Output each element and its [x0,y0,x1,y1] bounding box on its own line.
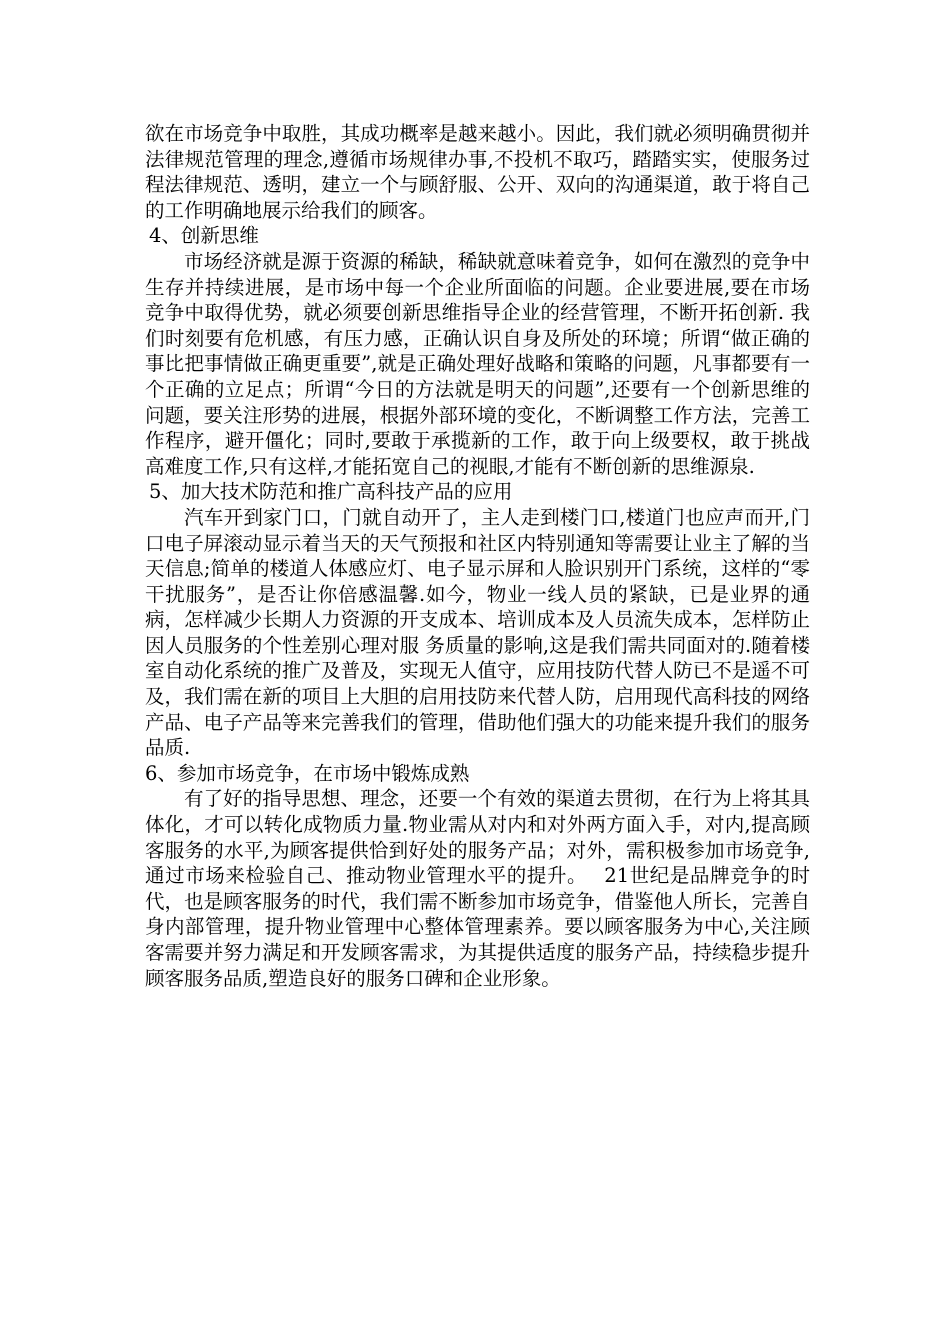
paragraph-innovation: 市场经济就是源于资源的稀缺，稀缺就意味着竞争，如何在激烈的竞争中生存并持续进展，是市场中每一个企业所面临的问题。企业要进展,要在市场竞争中取得优势，就必须要创新思维指导企业的经营管理，不断开拓创新. 我们时刻要有危机感，有压力感，正确认识自身及所处的环境；所谓“做正确的事比把事情做正确更重要”,就是正确处理好战略和策略的问题，凡事都要有一个正确的立足点；所谓“今日的方法就是明天的问题”,还要有一个创新思维的问题，要关注形势的进展，根据外部环境的变化，不断调整工作方法，完善工作程序，避开僵化；同时,要敢于承揽新的工作，敢于向上级要权，敢于挑战高难度工作,只有这样,才能拓宽自己的视眼,才能有不断创新的思维源泉. [145,249,810,478]
paragraph-continuation: 欲在市场竞争中取胜，其成功概率是越来越小。因此，我们就必须明确贯彻并法律规范管理的理念,遵循市场规律办事,不投机不取巧，踏踏实实，使服务过程法律规范、透明，建立一个与顾舒服、公开、双向的沟通渠道，敢于将自己的工作明确地展示给我们的顾客。 [145,122,810,222]
section-heading-5: 5、加大技术防范和推广高科技产品的应用 [149,480,513,504]
paragraph-technology: 汽车开到家门口，门就自动开了，主人走到楼门口,楼道门也应声而开,门口电子屏滚动显示着当天的天气预报和社区内特别通知等需要让业主了解的当天信息;简单的楼道人体感应灯、电子显示屏和人脸识别开门系统，这样的“零干扰服务”，是否让你倍感温馨.如今，物业一线人员的紧缺，已是业界的通病，怎样减少长期人力资源的开支成本、培训成本及人员流失成本，怎样防止因人员服务的个性差别心理对服 务质量的影响,这是我们需共同面对的.随着楼室自动化系统的推广及普及，实现无人值守，应用技防代替人防已不是遥不可及，我们需在新的项目上大胆的启用技防来代替人防，启用现代高科技的网络产品、电子产品等来完善我们的管理，借助他们强大的功能来提升我们的服务品质. [145,505,810,760]
section-heading-6: 6、参加市场竞争，在市场中锻炼成熟 [145,761,470,785]
document-page [145,121,810,991]
section-heading-4: 4、创新思维 [149,224,259,248]
paragraph-market-competition: 有了好的指导思想、理念，还要一个有效的渠道去贯彻，在行为上将其具体化，才可以转化成物质力量.物业需从对内和对外两方面入手，对内,提高顾客服务的水平,为顾客提供恰到好处的服务产品；对外，需积极参加市场竞争,通过市场来检验自己、推动物业管理水平的提升。 21世纪是品牌竞争的时代，也是顾客服务的时代，我们需不断参加市场竞争，借鉴他人所长，完善自身内部管理，提升物业管理中心整体管理素养。要以顾客服务为中心,关注顾客需要并努力满足和开发顾客需求，为其提供适度的服务产品，持续稳步提升顾客服务品质,塑造良好的服务口碑和企业形象。 [145,787,810,990]
